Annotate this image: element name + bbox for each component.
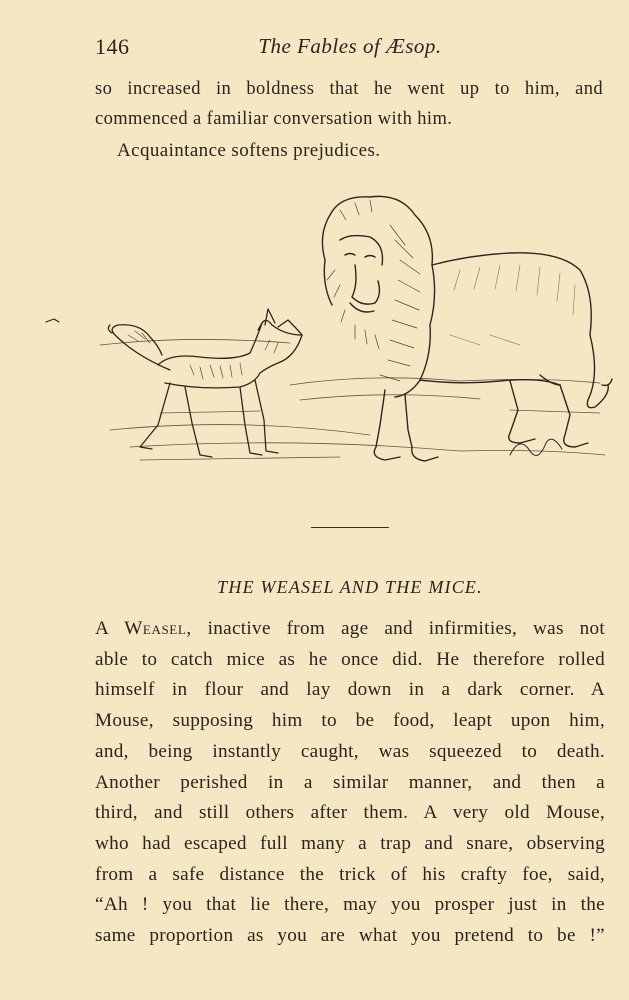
running-head	[95, 34, 605, 64]
lion-figure	[322, 196, 612, 461]
fox-figure	[108, 309, 302, 457]
lion-and-fox-illustration	[40, 185, 615, 485]
section-divider	[311, 527, 389, 528]
bird-mark	[46, 319, 59, 322]
text-line: Mouse, supposing him to be food, leapt upon him,	[95, 710, 605, 732]
text-line: from a safe distance the trick of his crafty foe, said,	[95, 863, 605, 885]
continued-fable-text	[95, 74, 603, 134]
page-number: 146	[95, 34, 130, 59]
text-line: “Ah ! you that lie there, may you prosper just in the	[95, 894, 605, 916]
text-line: same proportion as you are what you pretend to be !”	[95, 925, 605, 947]
text-line: third, and still others after them. A very old Mouse,	[95, 802, 605, 824]
ground-hatching	[100, 339, 605, 460]
text-line: so increased in boldness that he went up to him, and	[95, 79, 603, 99]
fable-body	[95, 614, 605, 952]
running-title: The Fables of Æsop.	[258, 34, 442, 58]
opening-word: A Weasel,	[95, 618, 192, 639]
text-line: and, being instantly caught, was squeezed to death.	[95, 740, 605, 762]
text-line: who had escaped full many a trap and snare, observing	[95, 832, 605, 854]
text-line: himself in flour and lay down in a dark corner. A	[95, 679, 605, 701]
text-line: inactive from age and infirmities, was not	[207, 618, 605, 639]
text-line: commenced a familiar conversation with him.	[95, 109, 453, 129]
text-line: able to catch mice as he once did. He therefore rolled	[95, 648, 605, 670]
text-line: Another perished in a similar manner, and then a	[95, 771, 605, 793]
fable-title: THE WEASEL AND THE MICE.	[217, 577, 483, 597]
artist-signature-mark	[510, 439, 562, 455]
fable-moral: Acquaintance softens prejudices.	[117, 140, 381, 161]
